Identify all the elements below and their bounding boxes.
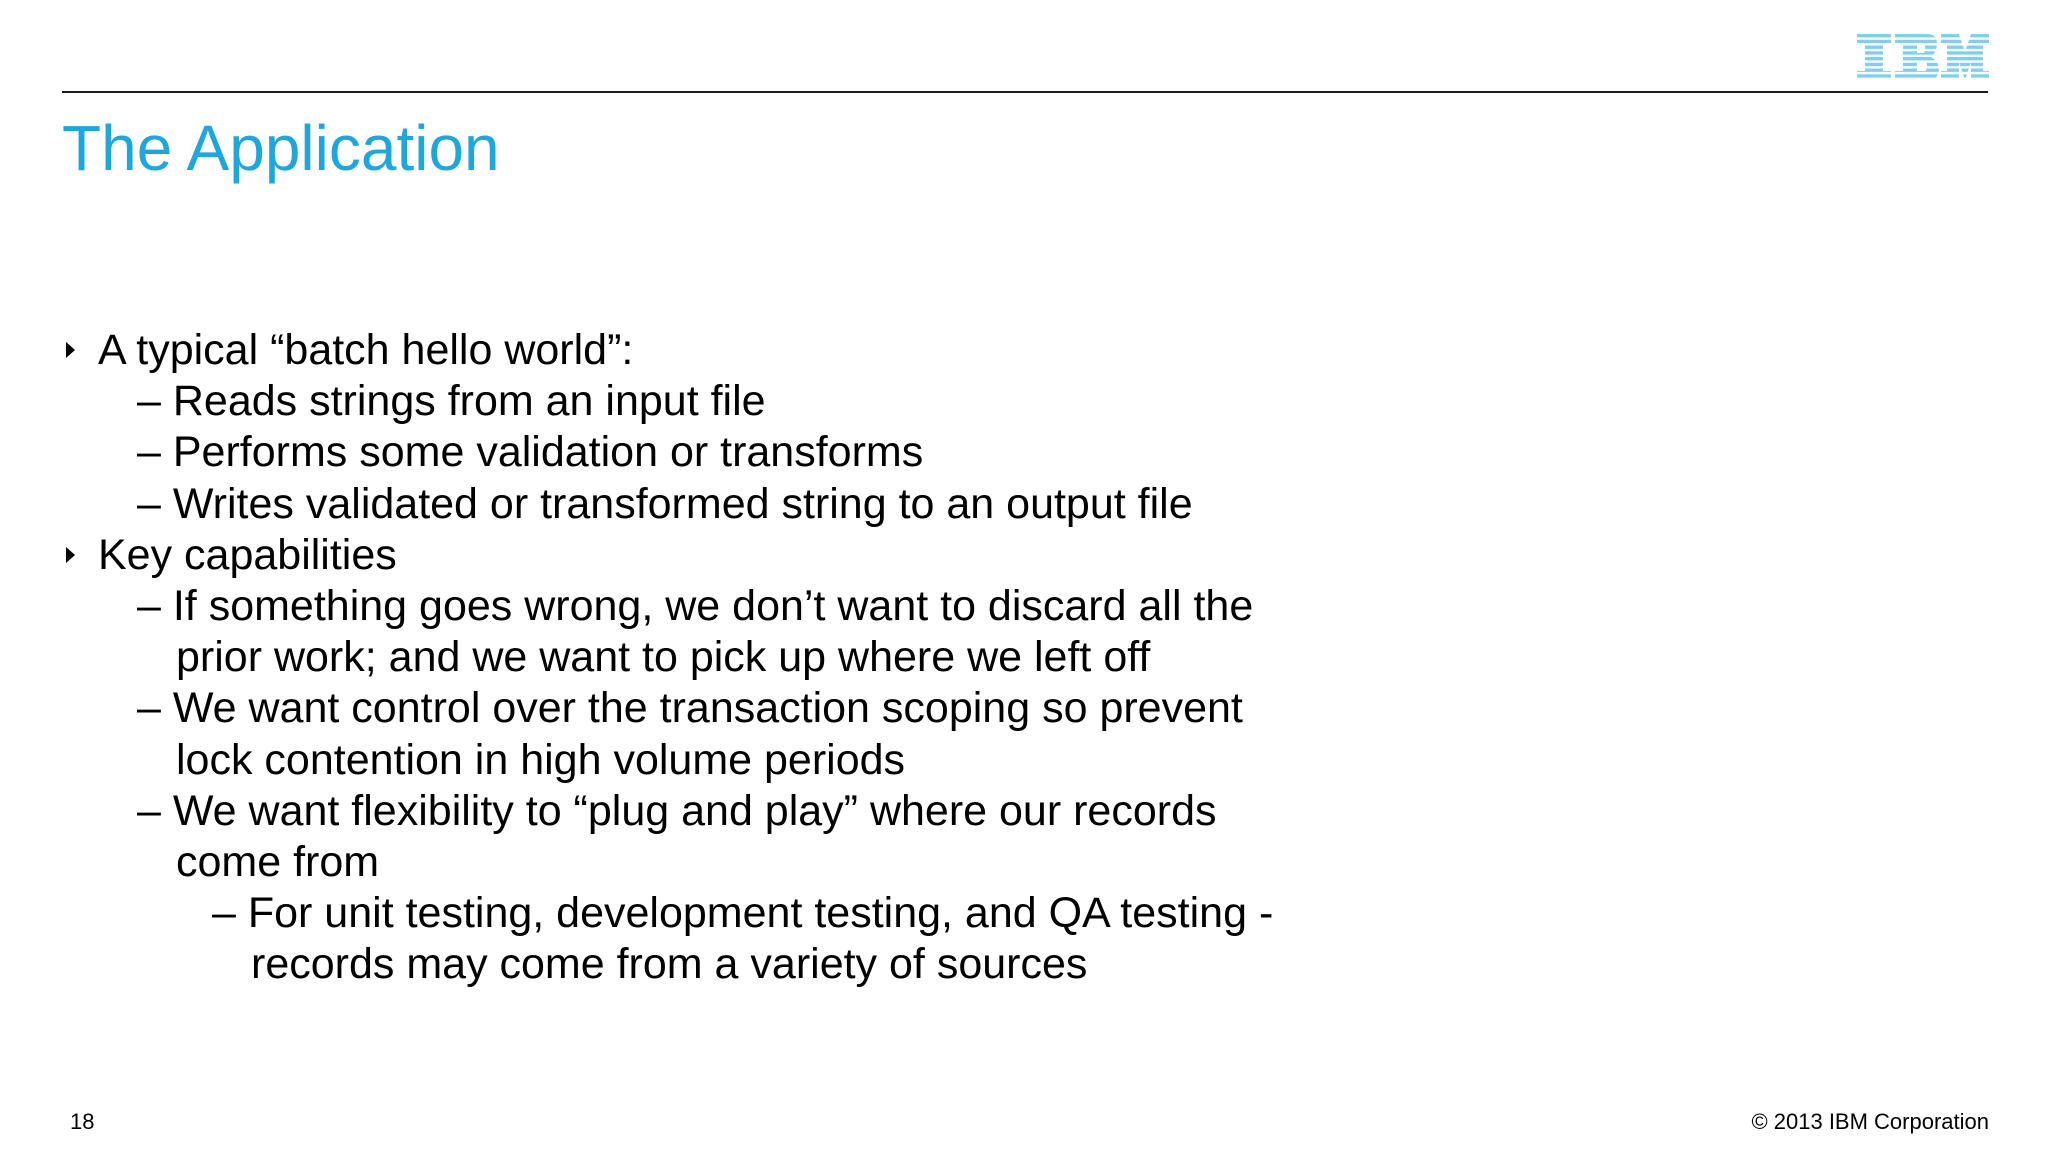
bullet-item (62, 530, 1462, 581)
slide-title: The Application (62, 112, 500, 184)
sub-item-continuation: lock contention in high volume periods (176, 735, 906, 784)
header-rule (62, 91, 1988, 93)
slide-content (62, 325, 1462, 991)
bullet-text: A typical “batch hello world”: (98, 326, 634, 374)
sub-item: – Reads strings from an input file (137, 377, 766, 426)
ibm-logo (1855, 34, 1989, 80)
sub-sub-item: – For unit testing, development testing, and QA testing - (212, 889, 1274, 938)
page-number: 18 (70, 1109, 95, 1134)
sub-item: – We want control over the transaction scoping so prevent (137, 684, 1243, 733)
sub-sub-item-continuation: records may come from a variety of sources (251, 940, 1088, 989)
copyright-notice: © 2013 IBM Corporation (1751, 1109, 1989, 1134)
triangle-bullet-icon (66, 342, 75, 358)
sub-item-continuation: come from (176, 838, 380, 887)
bullet-item (62, 325, 1462, 376)
bullet-text: Key capabilities (98, 530, 397, 579)
sub-item: – Writes validated or transformed string to an output file (137, 479, 1193, 528)
sub-item: – We want flexibility to “plug and play” where our records (137, 786, 1217, 835)
triangle-bullet-icon (66, 547, 75, 563)
sub-item: – If something goes wrong, we don’t want to discard all the (137, 582, 1254, 631)
sub-item-continuation: prior work; and we want to pick up where we left off (176, 633, 1151, 682)
sub-item: – Performs some validation or transforms (137, 428, 924, 477)
